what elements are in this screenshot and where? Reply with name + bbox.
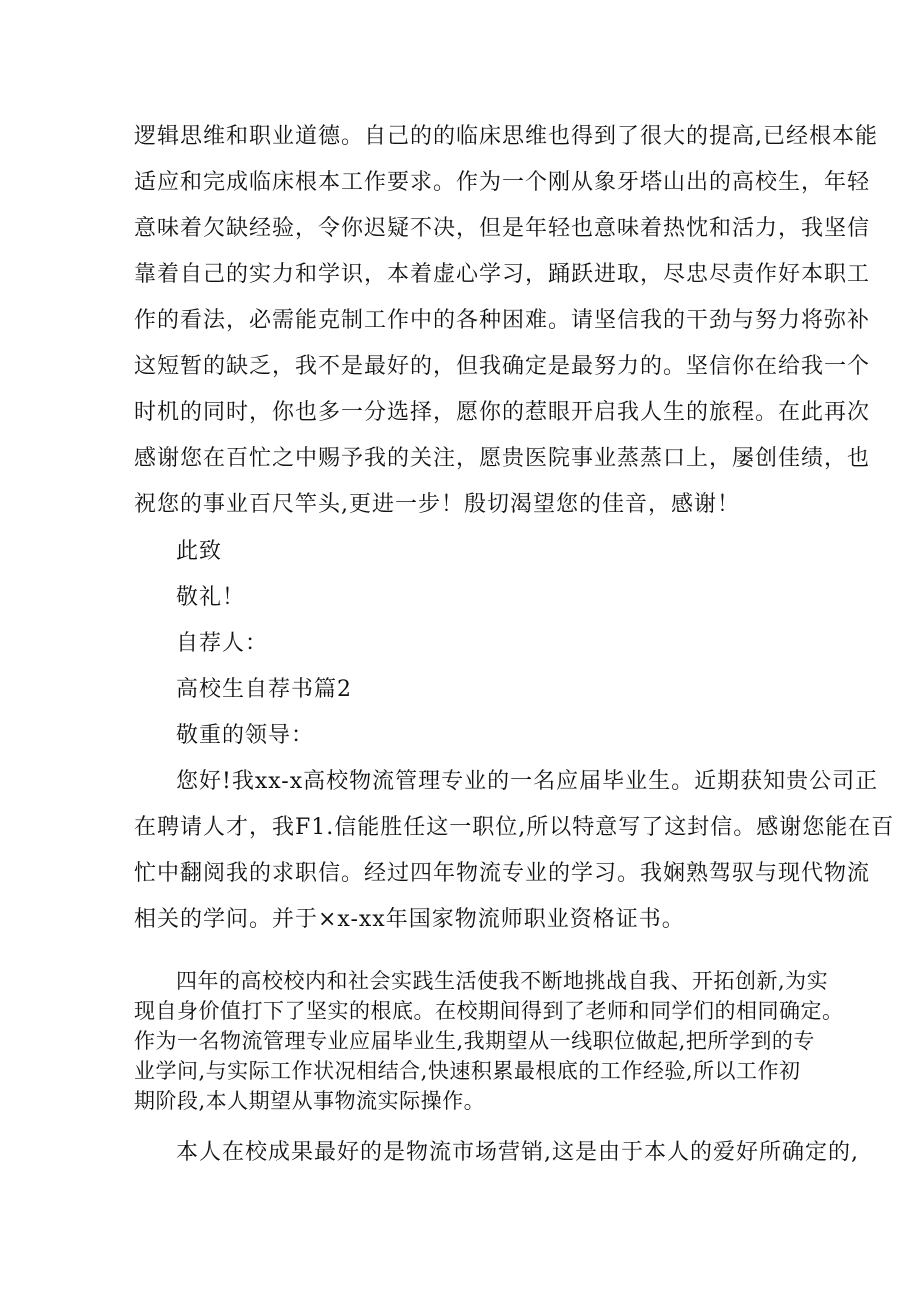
paragraph-line: 作为一名物流管理专业应届毕业生,我期望从一线职位做起,把所学到的专: [134, 1029, 815, 1053]
paragraph-line: 现自身价值打下了坚实的根底。在校期间得到了老师和同学们的相同确定。: [134, 999, 844, 1023]
paragraph-line: 这短暂的缺乏，我不是最好的，但我确定是最努力的。坚信你在给我一个: [134, 354, 871, 379]
greeting-text: 敬重的领导：: [176, 723, 315, 748]
paragraph-line: 您好!我xx-x高校物流管理专业的一名应届毕业生。近期获知贵公司正: [176, 769, 879, 794]
paragraph-line: 时机的同时，你也多一分选择，愿你的惹眼开启我人生的旅程。在此再次: [134, 400, 871, 425]
paragraph-line: 本人在校成果最好的是物流市场营销,这是由于本人的爱好所确定的,: [176, 1140, 859, 1165]
paragraph-line: 适应和完成临床根本工作要求。作为一个刚从象牙塔山出的高校生，年轻: [134, 170, 871, 195]
signer-label: 自荐人：: [176, 631, 269, 656]
paragraph-line: 在聘请人才，我F1.信能胜任这一职位,所以特意写了这封信。感谢您能在百: [134, 815, 895, 840]
paragraph-line: 作的看法，必需能克制工作中的各种困难。请坚信我的干劲与努力将弥补: [134, 308, 871, 333]
salute-text: 敬礼！: [176, 585, 246, 610]
paragraph-line: 意味着欠缺经验，令你迟疑不决，但是年轻也意味着热忱和活力，我坚信: [134, 216, 871, 241]
paragraph-line: 感谢您在百忙之中赐予我的关注，愿贵医院事业蒸蒸口上，屡创佳绩，也: [134, 446, 871, 471]
paragraph-line: 忙中翻阅我的求职信。经过四年物流专业的学习。我娴熟驾驭与现代物流: [134, 861, 871, 886]
paragraph-line: 相关的学问。并于×x-xx年国家物流师职业资格证书。: [134, 907, 685, 932]
section-title: 高校生自荐书篇2: [176, 677, 352, 702]
closing-text: 此致: [176, 539, 223, 564]
paragraph-line: 业学问,与实际工作状况相结合,快速积累最根底的工作经验,所以工作初: [134, 1059, 801, 1083]
paragraph-line: 逻辑思维和职业道德。自己的的临床思维也得到了很大的提高,已经根本能: [134, 124, 878, 149]
paragraph-line: 期阶段,本人期望从事物流实际操作。: [134, 1089, 486, 1113]
paragraph-line: 祝您的事业百尺竿头,更进一步！殷切渴望您的佳音，感谢！: [134, 492, 740, 517]
paragraph-line: 靠着自己的实力和学识，本着虚心学习，踊跃进取，尽忠尽责作好本职工: [134, 262, 871, 287]
paragraph-line: 四年的高校校内和社会实践生活使我不断地挑战自我、开拓创新,为实: [176, 969, 829, 993]
